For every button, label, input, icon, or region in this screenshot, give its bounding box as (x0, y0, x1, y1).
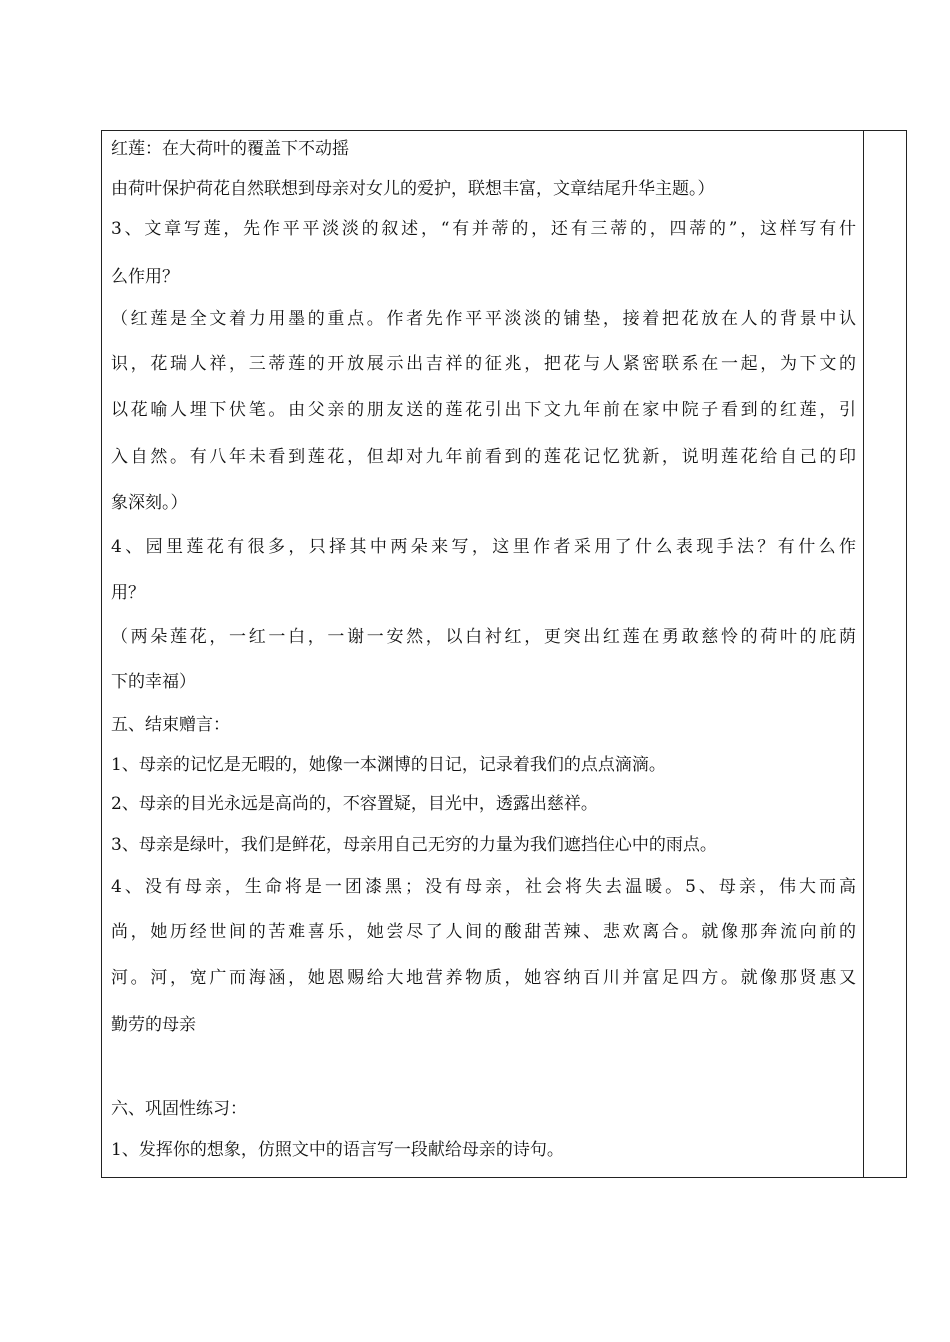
text-line: （两朵莲花，一红一白，一谢一安然，以白衬红，更突出红莲在勇敢慈怜的荷叶的庇荫 (111, 627, 856, 647)
text-line: 红莲：在大荷叶的覆盖下不动摇 (111, 139, 349, 159)
text-line: 以花喻人埋下伏笔。由父亲的朋友送的莲花引出下文九年前在家中院子看到的红莲，引 (111, 400, 856, 420)
text-line: 2、母亲的目光永远是高尚的，不容置疑，目光中，透露出慈祥。 (111, 794, 598, 814)
text-line: 4、没有母亲，生命将是一团漆黑；没有母亲，社会将失去温暖。5、母亲，伟大而高 (111, 877, 856, 897)
text-line: 4、园里莲花有很多，只择其中两朵来写，这里作者采用了什么表现手法？有什么作 (111, 537, 856, 557)
text-line: （红莲是全文着力用墨的重点。作者先作平平淡淡的铺垫，接着把花放在人的背景中认 (111, 309, 856, 329)
text-line: 尚，她历经世间的苦难喜乐，她尝尽了人间的酸甜苦辣、悲欢离合。就像那奔流向前的 (111, 922, 856, 942)
text-line: 1、发挥你的想象，仿照文中的语言写一段献给母亲的诗句。 (111, 1140, 564, 1160)
text-line: 象深刻。） (111, 493, 188, 513)
text-line: 3、母亲是绿叶，我们是鲜花，母亲用自己无穷的力量为我们遮挡住心中的雨点。 (111, 835, 717, 855)
table-frame (101, 130, 907, 1178)
section-heading: 六、巩固性练习： (111, 1099, 247, 1119)
text-line: 用？ (111, 583, 145, 603)
text-line: 识，花瑞人祥，三蒂莲的开放展示出吉祥的征兆，把花与人紧密联系在一起，为下文的 (111, 354, 856, 374)
column-divider (863, 130, 864, 1178)
text-line: 么作用？ (111, 267, 179, 287)
text-line: 勤劳的母亲 (111, 1015, 196, 1035)
text-line: 入自然。有八年未看到莲花，但却对九年前看到的莲花记忆犹新，说明莲花给自己的印 (111, 447, 856, 467)
text-line: 河。河，宽广而海涵，她恩赐给大地营养物质，她容纳百川并富足四方。就像那贤惠又 (111, 968, 856, 988)
section-heading: 五、结束赠言： (111, 715, 230, 735)
text-line: 1、母亲的记忆是无暇的，她像一本渊博的日记，记录着我们的点点滴滴。 (111, 755, 666, 775)
text-line: 下的幸福） (111, 672, 196, 692)
text-line: 3、文章写莲，先作平平淡淡的叙述，“有并蒂的，还有三蒂的，四蒂的”，这样写有什 (111, 219, 856, 239)
text-line: 由荷叶保护荷花自然联想到母亲对女儿的爱护，联想丰富，文章结尾升华主题。） (111, 179, 715, 199)
